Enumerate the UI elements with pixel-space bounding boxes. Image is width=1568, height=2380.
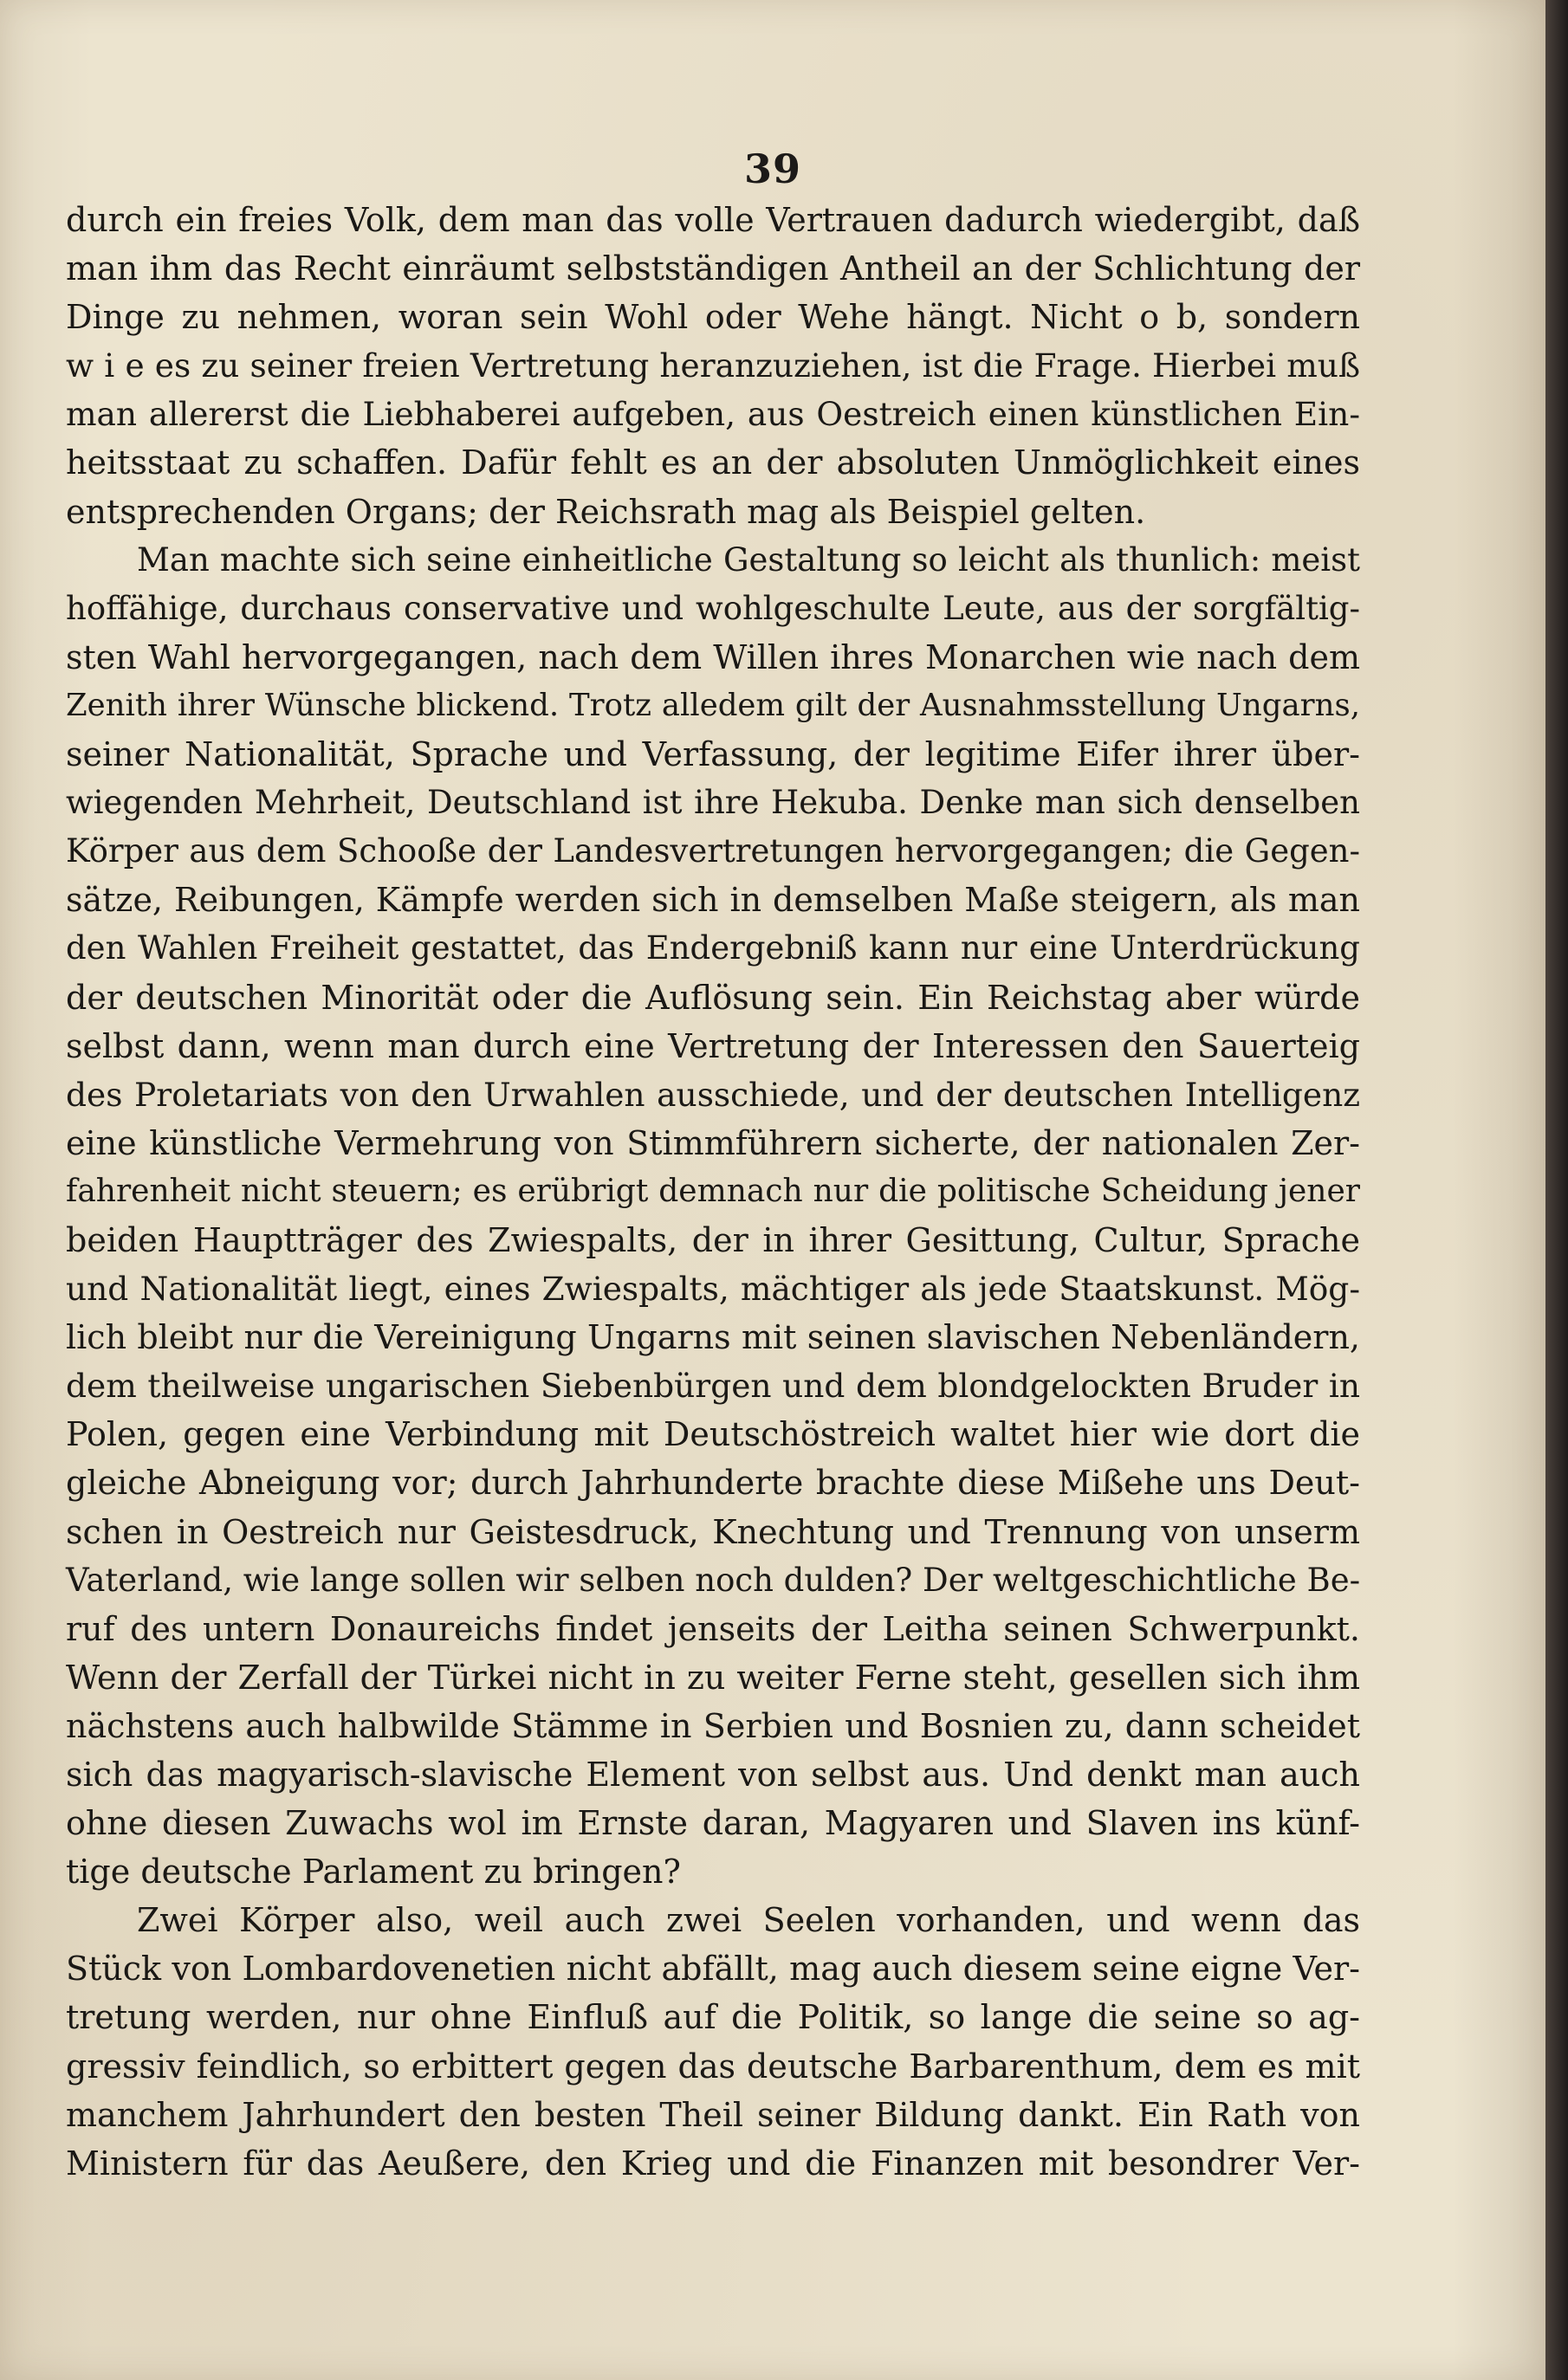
text-line: lich bleibt nur die Vereinigung Ungarns mit seinen slavischen Nebenländern, xyxy=(66,1318,1360,1357)
text-line: w i e es zu seiner freien Vertretung heranzuziehen, ist die Frage. Hierbei muß xyxy=(66,346,1360,385)
text-line: nächstens auch halbwilde Stämme in Serbien und Bosnien zu, dann scheidet xyxy=(66,1706,1360,1745)
text-line: Zenith ihrer Wünsche blickend. Trotz alledem gilt der Ausnahmsstellung Ungarns, xyxy=(66,687,1360,723)
text-line: sich das magyarisch-slavische Element von selbst aus. Und denkt man auch xyxy=(66,1756,1360,1794)
text-line: fahrenheit nicht steuern; es erübrigt demnach nur die politische Scheidung jener xyxy=(66,1173,1360,1209)
text-line: seiner Nationalität, Sprache und Verfassung, der legitime Eifer ihrer über- xyxy=(66,735,1360,774)
text-line: sätze, Reibungen, Kämpfe werden sich in demselben Maße steigern, als man xyxy=(66,881,1360,920)
text-line: gleiche Abneigung vor; durch Jahrhunderte brachte diese Mißehe uns Deut- xyxy=(66,1464,1360,1503)
text-line: tige deutsche Parlament zu bringen? xyxy=(66,1853,681,1892)
text-line: durch ein freies Volk, dem man das volle Vertrauen dadurch wiedergibt, daß xyxy=(66,201,1360,239)
text-line: Zwei Körper also, weil auch zwei Seelen vorhanden, und wenn das xyxy=(137,1901,1360,1940)
text-line: Man machte sich seine einheitliche Gestaltung so leicht als thunlich: meist xyxy=(137,540,1360,579)
text-line: Dinge zu nehmen, woran sein Wohl oder Wehe hängt. Nicht o b, sondern xyxy=(66,298,1360,337)
text-line: schen in Oestreich nur Geistesdruck, Knechtung und Trennung von unserm xyxy=(66,1512,1360,1551)
text-line: Wenn der Zerfall der Türkei nicht in zu weiter Ferne steht, gesellen sich ihm xyxy=(66,1658,1360,1697)
text-line: man allererst die Liebhaberei aufgeben, aus Oestreich einen künstlichen Ein- xyxy=(66,395,1360,434)
text-line: Ministern für das Aeußere, den Krieg und die Finanzen mit besondrer Ver- xyxy=(66,2144,1360,2183)
text-line: wiegenden Mehrheit, Deutschland ist ihre Hekuba. Denke man sich denselben xyxy=(66,784,1360,822)
page-number: 39 xyxy=(743,146,801,192)
body-text xyxy=(66,196,1360,2188)
text-line: selbst dann, wenn man durch eine Vertretung der Interessen den Sauerteig xyxy=(66,1026,1360,1065)
text-line: und Nationalität liegt, eines Zwiespalts, mächtiger als jede Staatskunst. Mög- xyxy=(66,1270,1360,1309)
text-line: hoffähige, durchaus conservative und wohlgeschulte Leute, aus der sorgfältig- xyxy=(66,589,1360,627)
text-line: heitsstaat zu schaffen. Dafür fehlt es an der absoluten Unmöglichkeit eines xyxy=(66,443,1360,482)
text-line: manchem Jahrhundert den besten Theil seiner Bildung dankt. Ein Rath von xyxy=(66,2095,1360,2134)
text-line: beiden Hauptträger des Zwiespalts, der in ihrer Gesittung, Cultur, Sprache xyxy=(66,1220,1360,1259)
text-line: ruf des untern Donaureichs findet jenseits der Leitha seinen Schwerpunkt. xyxy=(66,1609,1360,1648)
text-line: der deutschen Minorität oder die Auflösung sein. Ein Reichstag aber würde xyxy=(66,978,1360,1017)
text-line: dem theilweise ungarischen Siebenbürgen und dem blondgelockten Bruder in xyxy=(66,1367,1360,1406)
text-line: den Wahlen Freiheit gestattet, das Endergebniß kann nur eine Unterdrückung xyxy=(66,929,1360,967)
text-line: Stück von Lombardovenetien nicht abfällt, mag auch diesem seine eigne Ver- xyxy=(66,1950,1360,1989)
text-line: des Proletariats von den Urwahlen ausschiede, und der deutschen Intelligenz xyxy=(66,1075,1360,1114)
text-line: Körper aus dem Schooße der Landesvertretungen hervorgegangen; die Gegen- xyxy=(66,832,1360,870)
text-line: ohne diesen Zuwachs wol im Ernste daran, Magyaren und Slaven ins künf- xyxy=(66,1804,1360,1843)
text-line: tretung werden, nur ohne Einfluß auf die Politik, so lange die seine so ag- xyxy=(66,1998,1360,2037)
text-line: sten Wahl hervorgegangen, nach dem Willen ihres Monarchen wie nach dem xyxy=(66,637,1360,676)
text-line: eine künstliche Vermehrung von Stimmführern sicherte, der nationalen Zer- xyxy=(66,1123,1360,1162)
book-edge xyxy=(1545,0,1568,2380)
text-line: man ihm das Recht einräumt selbstständigen Antheil an der Schlichtung der xyxy=(66,249,1360,288)
text-line: gressiv feindlich, so erbittert gegen das deutsche Barbarenthum, dem es mit xyxy=(66,2047,1360,2086)
text-line: entsprechenden Organs; der Reichsrath mag als Beispiel gelten. xyxy=(66,492,1146,531)
text-line: Vaterland, wie lange sollen wir selben noch dulden? Der weltgeschichtliche Be- xyxy=(66,1561,1361,1599)
text-line: Polen, gegen eine Verbindung mit Deutschöstreich waltet hier wie dort die xyxy=(66,1415,1360,1454)
